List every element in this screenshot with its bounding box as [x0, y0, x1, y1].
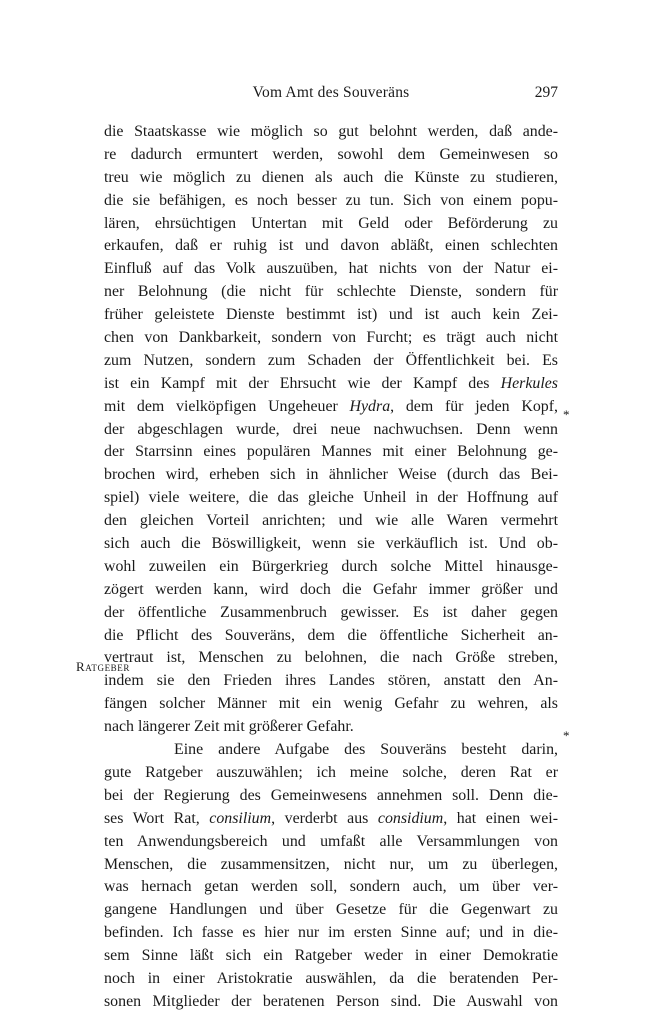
running-title: Vom Amt des Souveräns: [252, 84, 410, 101]
text-line: Menschen, die zusammensitzen, nicht nur, um zu überlegen,: [104, 855, 558, 873]
text-line: sich auch die Böswilligkeit, wenn sie verkäuflich ist. Und ob-: [104, 535, 558, 553]
text-line: Einfluß auf das Volk auszuüben, hat nichts von der Natur ei-: [104, 260, 558, 278]
text-line: gute Ratgeber auszuwählen; ich meine solche, deren Rat er: [104, 763, 558, 781]
text-line: wohl zuweilen ein Bürgerkrieg durch solche Mittel hinausge-: [104, 557, 558, 575]
text-line: erkaufen, daß er ruhig ist und davon abläßt, einen schlechten: [104, 237, 558, 255]
text-segment: , dem für jeden Kopf,: [390, 397, 558, 415]
text-line: [104, 808, 558, 831]
text-line: zögert werden kann, wird doch die Gefahr immer größer und: [104, 580, 558, 598]
text-segment: , verderbt aus: [271, 809, 378, 827]
text-line: sem Sinne läßt sich ein Ratgeber weder in einer Demokratie: [104, 947, 558, 965]
body-text: [104, 121, 558, 1014]
text-line: re dadurch ermuntert werden, sowohl dem Gemeinwesen so: [104, 145, 558, 163]
page-header: [104, 84, 558, 106]
text-line: [104, 396, 558, 419]
text-line: zum Nutzen, sondern zum Schaden der Öffentlichkeit bei. Es: [104, 351, 558, 369]
text-line: treu wie möglich zu dienen als auch die Künste zu studieren,: [104, 168, 558, 186]
text-line: Eine andere Aufgabe des Souveräns besteht darin,: [174, 741, 558, 759]
text-line: fängen solcher Männer mit ein wenig Gefahr zu wehren, als: [104, 695, 558, 713]
text-line: nach längerer Zeit mit größerer Gefahr.: [104, 718, 354, 736]
italic-term: Herkules: [500, 374, 558, 392]
italic-term: consilium: [209, 809, 272, 827]
text-line: die Staatskasse wie möglich so gut belohnt werden, daß ande-: [104, 123, 558, 140]
italic-term: Hydra: [349, 397, 391, 415]
text-line: früher geleistete Dienste bestimmt ist) und ist auch kein Zei-: [104, 306, 558, 324]
text-segment: , hat einen wei-: [443, 809, 558, 827]
text-line: brochen wird, erheben sich in ähnlicher Weise (durch das Bei-: [104, 466, 558, 484]
text-line: was hernach getan werden soll, sondern auch, um über ver-: [104, 878, 558, 896]
italic-term: considium: [377, 809, 444, 827]
text-line: sonen Mitglieder der beratenen Person sind. Die Auswahl von: [104, 992, 558, 1010]
text-line: die Pflicht des Souveräns, dem die öffentliche Sicherheit an-: [104, 626, 558, 644]
margin-note-mark: *: [563, 728, 570, 743]
text-line: [104, 373, 558, 396]
text-line: der Starrsinn eines populären Mannes mit einer Belohnung ge-: [104, 443, 558, 461]
text-line: ten Anwendungsbereich und umfaßt alle Versammlungen von: [104, 832, 558, 850]
text-segment: mit dem vielköpfigen Ungeheuer: [104, 397, 350, 415]
text-line: bei der Regierung des Gemeinwesens annehmen soll. Denn die-: [104, 786, 558, 804]
text-line: noch in einer Aristokratie auswählen, da die beratenden Per-: [104, 969, 558, 987]
text-line: befinden. Ich fasse es hier nur im ersten Sinne auf; und in die-: [104, 924, 558, 942]
text-segment: ses Wort Rat,: [104, 809, 210, 827]
text-line: der abgeschlagen wurde, drei neue nachwuchsen. Denn wenn: [104, 420, 558, 438]
text-line: indem sie den Frieden ihres Landes stören, anstatt den An-: [104, 672, 558, 690]
text-line: spiel) viele weitere, die das gleiche Unheil in der Hoffnung auf: [104, 489, 558, 507]
text-line: chen von Dankbarkeit, sondern von Furcht; es trägt auch nicht: [104, 329, 558, 347]
text-line: die sie befähigen, es noch besser zu tun. Sich von einem popu-: [104, 191, 558, 209]
margin-note-mark: *: [563, 407, 570, 422]
text-line: lären, ehrsüchtigen Untertan mit Geld oder Beförderung zu: [104, 214, 558, 232]
text-line: den gleichen Vorteil anrichten; und wie alle Waren vermehrt: [104, 512, 558, 530]
text-segment: ist ein Kampf mit der Ehrsucht wie der Kampf des: [104, 374, 501, 392]
text-line: vertraut ist, Menschen zu belohnen, die nach Größe streben,: [104, 649, 558, 667]
text-line: gangene Handlungen und über Gesetze für die Gegenwart zu: [104, 901, 558, 919]
text-line: der öffentliche Zusammenbruch gewisser. Es ist daher gegen: [104, 603, 558, 621]
margin-note-ratgeber: Ratgeber: [76, 659, 130, 674]
text-line: ner Belohnung (die nicht für schlechte Dienste, sondern für: [104, 283, 558, 301]
page-number: 297: [534, 84, 558, 101]
